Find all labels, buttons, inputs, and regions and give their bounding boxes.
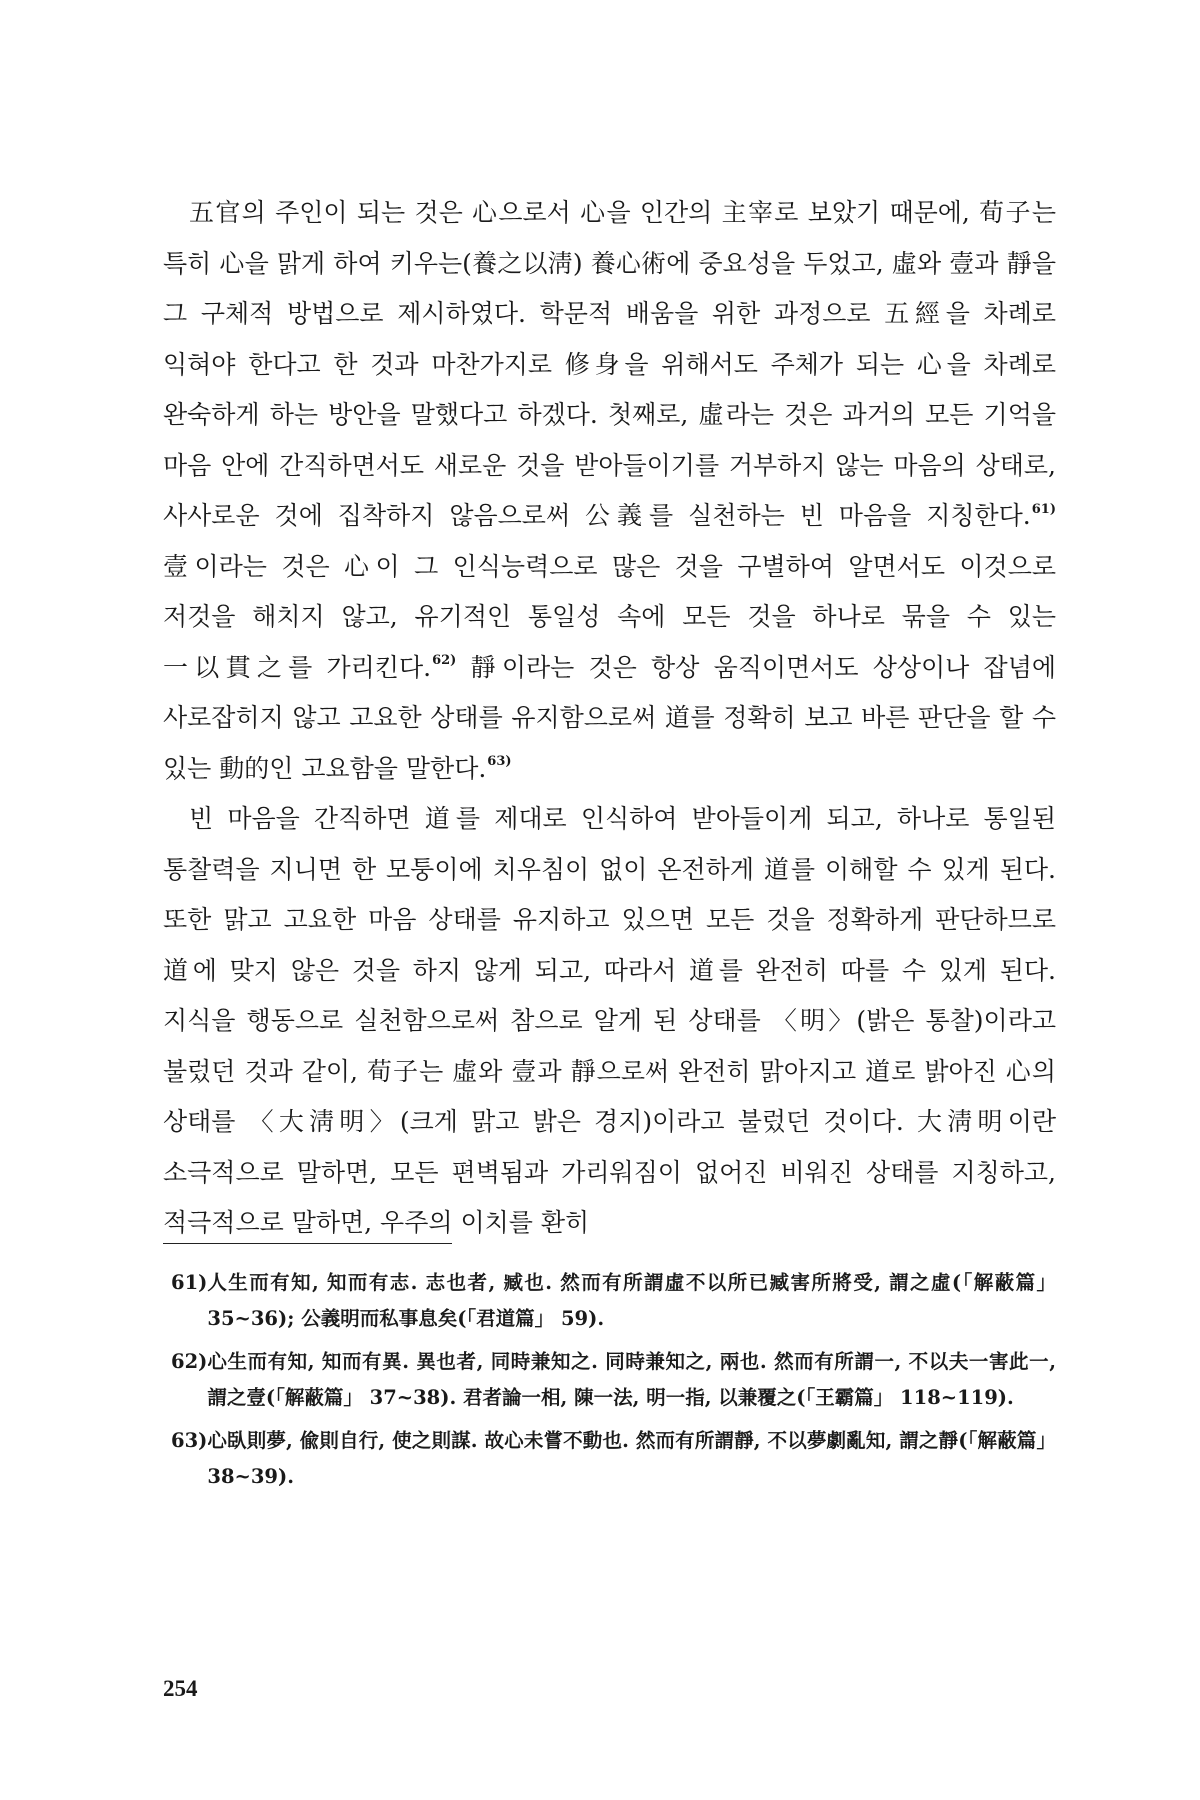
footnote-ref-62[interactable]: 62): [432, 653, 457, 669]
footnote-ref-63[interactable]: 63): [487, 754, 512, 770]
footnotes: [163, 1265, 1056, 1502]
paragraph-1-text-a: 五官의 주인이 되는 것은 心으로서 心을 인간의 主宰로 보았기 때문에, 荀子는 특히 心을 맑게 하여 키우는(養之以淸) 養心術에 중요성을 두었고, 虛와 壹과 靜을 그 구체적 방법으로 제시하였다. 학문적 배움을 위한 과정으로 五經을 차례로 익혀야 한다고 한 것과 마찬가지로 修身을 위해서도 주체가 되는 心을 차례로 완숙하게 하는 방안을 말했다고 하겠다. 첫째로, 虛라는 것은 과거의 모든 기억을 마음 안에 간직하면서도 새로운 것을 받아들이기를 거부하지 않는 마음의 상태로, 사사로운 것에 집착하지 않음으로써 公義를 실천하는 빈 마음을 지칭한다.: [163, 198, 1056, 530]
footnote-text: 人生而有知, 知而有志. 志也者, 臧也. 然而有所謂虛不以所已臧害所將受, 謂之虛(「解蔽篇」 35~36); 公義明而私事息矣(「君道篇」 59).: [207, 1271, 1056, 1330]
paragraph-1-text-c: 靜이라는 것은 항상 움직이면서도 상상이나 잡념에 사로잡히지 않고 고요한 상태를 유지함으로써 道를 정확히 보고 바른 판단을 할 수 있는 動的인 고요함을 말한다.: [163, 652, 1056, 783]
footnote-divider: [163, 1243, 452, 1244]
footnote-text: 心臥則夢, 偸則自行, 使之則謀. 故心未嘗不動也. 然而有所謂靜, 不以夢劇亂知, 謂之靜(「解蔽篇」 38~39).: [207, 1429, 1056, 1488]
footnote-61: [163, 1265, 1056, 1336]
footnote-number: 63): [171, 1429, 208, 1452]
paragraph-2-text: 빈 마음을 간직하면 道를 제대로 인식하여 받아들이게 되고, 하나로 통일된 통찰력을 지니면 한 모퉁이에 치우침이 없이 온전하게 道를 이해할 수 있게 된다. 또한 맑고 고요한 마음 상태를 유지하고 있으면 모든 것을 정확하게 판단하므로 道에 맞지 않은 것을 하지 않게 되고, 따라서 道를 완전히 따를 수 있게 된다. 지식을 행동으로 실천함으로써 참으로 알게 된 상태를 〈明〉(밝은 통찰)이라고 불렀던 것과 같이, 荀子는 虛와 壹과 靜으로써 완전히 맑아지고 道로 밝아진 心의 상태를 〈大淸明〉(크게 맑고 밝은 경지)이라고 불렀던 것이다. 大淸明이란 소극적으로 말하면, 모든 편벽됨과 가리워짐이 없어진 비워진 상태를 지칭하고, 적극적으로 말하면, 우주의 이치를 환히: [163, 804, 1056, 1237]
paragraph-1: [163, 188, 1056, 794]
footnote-63: [163, 1423, 1056, 1494]
paragraph-2: [163, 794, 1056, 1249]
body-text: [163, 188, 1056, 1249]
footnote-number: 61): [171, 1271, 208, 1294]
footnote-number: 62): [171, 1350, 208, 1373]
paragraph-1-text-b: 壹이라는 것은 心이 그 인식능력으로 많은 것을 구별하여 알면서도 이것으로 저것을 해치지 않고, 유기적인 통일성 속에 모든 것을 하나로 묶을 수 있는 一以貫之를 가리킨다.: [163, 551, 1056, 682]
footnote-62: [163, 1344, 1056, 1415]
footnote-ref-61[interactable]: 61): [1031, 501, 1056, 517]
footnote-text: 心生而有知, 知而有異. 異也者, 同時兼知之. 同時兼知之, 兩也. 然而有所謂一, 不以夫一害此一, 謂之壹(「解蔽篇」 37~38). 君者論一相, 陳一法, 明一指, 以兼覆之(「王霸篇」 118~119).: [207, 1350, 1056, 1409]
page-number: 254: [163, 1676, 198, 1701]
